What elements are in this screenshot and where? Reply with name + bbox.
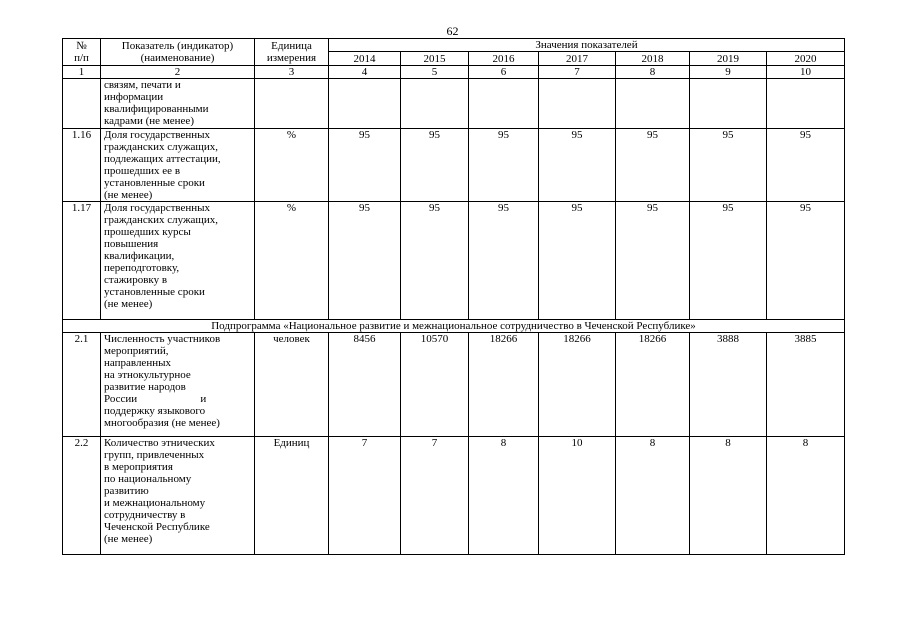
value-cell	[690, 79, 767, 129]
value-cell: 95	[767, 129, 845, 202]
value-cell: 95	[469, 129, 539, 202]
column-number: 3	[255, 66, 329, 79]
indicator-line: прошедших ее в	[104, 165, 181, 177]
year-cell: 2015	[401, 52, 469, 66]
header-num	[63, 39, 101, 66]
indicator-line: и межнациональному	[104, 497, 206, 509]
indicator-line: (не менее)	[104, 189, 153, 201]
indicator-name	[101, 333, 255, 437]
column-number: 10	[767, 66, 845, 79]
row-number: 1.17	[63, 202, 101, 320]
value-cell: 95	[401, 129, 469, 202]
indicator-line: стажировку в	[104, 274, 168, 286]
value-cell	[401, 79, 469, 129]
value-cell: 8	[469, 437, 539, 555]
value-cell: 7	[329, 437, 401, 555]
indicator-line: связям, печати и	[104, 79, 181, 91]
indicator-line: прошедших курсы	[104, 226, 191, 238]
value-cell: 8	[767, 437, 845, 555]
row-number: 2.2	[63, 437, 101, 555]
header-values: Значения показателей	[329, 39, 845, 52]
indicator-line: многообразия (не менее)	[104, 417, 220, 429]
column-number: 8	[616, 66, 690, 79]
header-unit-line: измерения	[266, 52, 317, 64]
header-indicator-line: Показатель (индикатор)	[121, 40, 234, 52]
value-cell	[616, 79, 690, 129]
indicator-line: развитию	[104, 485, 149, 497]
value-cell: 95	[767, 202, 845, 320]
value-cell: 95	[616, 202, 690, 320]
value-cell: 7	[401, 437, 469, 555]
subprogram-row	[63, 320, 845, 333]
header-num-line: №	[76, 40, 87, 52]
value-cell: 8456	[329, 333, 401, 437]
indicator-line: повышения	[104, 238, 159, 250]
indicator-line: групп, привлеченных	[104, 449, 205, 461]
indicator-line: переподготовку,	[104, 262, 180, 274]
indicator-line: (не менее)	[104, 298, 153, 310]
indicator-line: Доля государственных	[104, 129, 211, 141]
value-cell: 95	[690, 129, 767, 202]
column-number: 6	[469, 66, 539, 79]
indicator-name	[101, 129, 255, 202]
year-cell: 2014	[329, 52, 401, 66]
value-cell: 95	[469, 202, 539, 320]
header-row	[63, 39, 845, 52]
subprogram-title: Подпрограмма «Национальное развитие и межнациональное сотрудничество в Чеченской Республике»	[63, 320, 845, 333]
unit-cell: %	[255, 129, 329, 202]
indicator-line: Численность участников	[104, 333, 221, 345]
value-cell: 10570	[401, 333, 469, 437]
value-cell: 3888	[690, 333, 767, 437]
header-indicator-line: (наименование)	[140, 52, 215, 64]
indicator-name	[101, 79, 255, 129]
column-number: 9	[690, 66, 767, 79]
indicator-line: развитие народов	[104, 381, 186, 393]
page-number: 62	[446, 24, 459, 38]
indicator-line: направленных	[104, 357, 171, 369]
column-number: 7	[539, 66, 616, 79]
value-cell: 10	[539, 437, 616, 555]
indicator-line: Чеченской Республике	[104, 521, 210, 533]
indicator-line: в мероприятия	[104, 461, 173, 473]
value-cell: 95	[401, 202, 469, 320]
indicator-line: сотрудничеству в	[104, 509, 186, 521]
unit-cell: человек	[255, 333, 329, 437]
indicator-line: кадрами (не менее)	[104, 115, 194, 127]
table-row	[63, 333, 845, 437]
table-row	[63, 129, 845, 202]
value-cell: 95	[329, 202, 401, 320]
value-cell: 18266	[539, 333, 616, 437]
column-number: 1	[63, 66, 101, 79]
indicator-line: Доля государственных	[104, 202, 211, 214]
indicator-line: установленные сроки	[104, 286, 205, 298]
unit-cell: %	[255, 202, 329, 320]
column-number: 2	[101, 66, 255, 79]
indicator-line: (не менее)	[104, 533, 153, 545]
unit-cell	[255, 79, 329, 129]
indicator-line: мероприятий,	[104, 345, 169, 357]
indicator-name	[101, 437, 255, 555]
row-number	[63, 79, 101, 129]
year-cell: 2016	[469, 52, 539, 66]
value-cell: 95	[539, 129, 616, 202]
value-cell	[539, 79, 616, 129]
value-cell: 18266	[469, 333, 539, 437]
indicator-line: квалификации,	[104, 250, 175, 262]
value-cell: 3885	[767, 333, 845, 437]
indicator-name	[101, 202, 255, 320]
value-cell: 18266	[616, 333, 690, 437]
indicator-line: установленные сроки	[104, 177, 205, 189]
indicator-line: гражданских служащих,	[104, 214, 219, 226]
value-cell	[767, 79, 845, 129]
unit-cell: Единиц	[255, 437, 329, 555]
table-row	[63, 437, 845, 555]
table-row	[63, 202, 845, 320]
indicator-line: квалифицированными	[104, 103, 209, 115]
indicator-line: Количество этнических	[104, 437, 215, 449]
indicator-line: подлежащих аттестации,	[104, 153, 221, 165]
value-cell: 95	[539, 202, 616, 320]
year-cell: 2017	[539, 52, 616, 66]
year-cell: 2019	[690, 52, 767, 66]
table-row	[63, 79, 845, 129]
value-cell: 95	[690, 202, 767, 320]
row-number: 1.16	[63, 129, 101, 202]
header-indicator	[101, 39, 255, 66]
column-number: 4	[329, 66, 401, 79]
value-cell: 95	[616, 129, 690, 202]
indicator-line: на этнокультурное	[104, 369, 191, 381]
value-cell	[329, 79, 401, 129]
indicators-table	[62, 38, 845, 555]
indicator-line: информации	[104, 91, 164, 103]
value-cell: 8	[690, 437, 767, 555]
year-cell: 2020	[767, 52, 845, 66]
column-number: 5	[401, 66, 469, 79]
header-unit	[255, 39, 329, 66]
row-number: 2.1	[63, 333, 101, 437]
value-cell: 95	[329, 129, 401, 202]
indicator-line: гражданских служащих,	[104, 141, 219, 153]
header-unit-line: Единица	[271, 40, 312, 52]
year-cell: 2018	[616, 52, 690, 66]
header-num-line: п/п	[74, 52, 89, 64]
indicator-line: поддержку языкового	[104, 405, 206, 417]
indicator-line: России и	[104, 393, 207, 405]
indicator-line: по национальному	[104, 473, 192, 485]
value-cell	[469, 79, 539, 129]
value-cell: 8	[616, 437, 690, 555]
column-number-row	[63, 66, 845, 79]
